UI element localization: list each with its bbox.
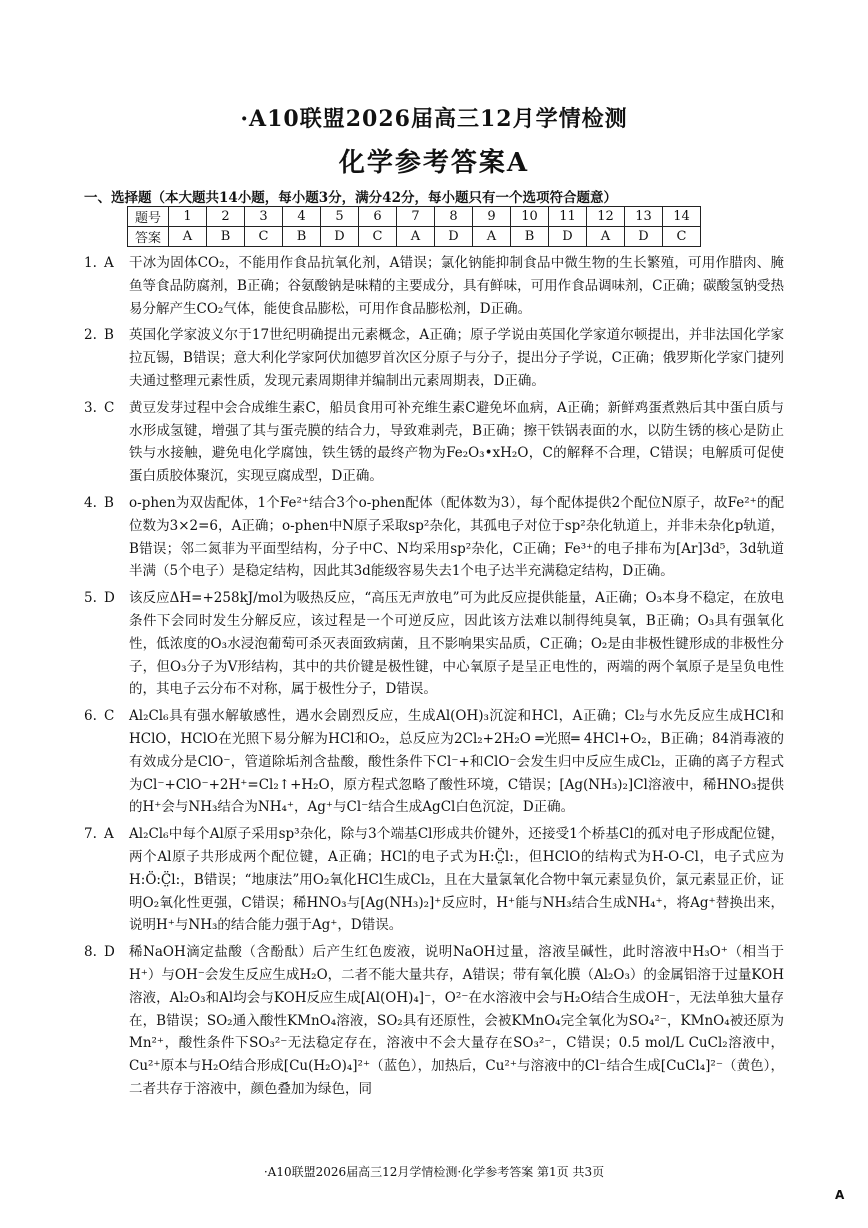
corner-mark: A	[835, 1188, 845, 1202]
table-cell: A	[587, 227, 625, 247]
item-answer: C	[104, 708, 115, 725]
item-number: 2.	[84, 327, 97, 344]
list-item	[84, 324, 784, 392]
table-cell: D	[435, 227, 473, 247]
item-text: 干冰为固体CO₂，不能用作食品抗氧化剂，A错误；氯化钠能抑制食品中微生物的生长繁殖，可用作腊肉、腌鱼等食品防腐剂，B正确；谷氨酸钠是味精的主要成分，具有鲜味，可用作食品调味剂，C正确；碳酸氢钠受热易分解产生CO₂气体，能使食品膨松，可用作食品膨松剂，D正确。	[129, 255, 784, 317]
item-answer: C	[104, 399, 115, 416]
answer-explanations	[84, 252, 784, 1105]
table-cell: 13	[625, 207, 663, 227]
table-cell: 7	[397, 207, 435, 227]
page-title: ·A10联盟2026届高三12月学情检测	[240, 106, 628, 132]
row-label-answer: 答案	[128, 227, 169, 247]
table-row-numbers	[128, 207, 701, 227]
item-answer: B	[104, 327, 114, 344]
table-cell: B	[283, 227, 321, 247]
item-text: 黄豆发芽过程中会合成维生素C，船员食用可补充维生素C避免坏血病，A正确；新鲜鸡蛋煮熟后其中蛋白质与水形成氢键，增强了其与蛋壳膜的结合力，导致难剥壳，B正确；擦干铁锅表面的水，以防生锈的核心是防止铁与水接触，避免电化学腐蚀，铁生锈的最终产物为Fe₂O₃•xH₂O，C的解释不合理，C错误；电解质可促使蛋白质胶体聚沉，实现豆腐成型，D正确。	[129, 399, 784, 485]
page-footer: ·A10联盟2026届高三12月学情检测·化学参考答案 第1页 共3页	[263, 1165, 605, 1179]
item-answer: A	[104, 255, 114, 271]
section-heading: 一、选择题（本大题共14小题，每小题3分，满分42分，每小题只有一个选项符合题意）	[84, 190, 617, 206]
item-number: 5.	[84, 590, 97, 607]
item-text: 英国化学家波义尔于17世纪明确提出元素概念，A正确；原子学说由英国化学家道尔顿提出，并非法国化学家拉瓦锡，B错误；意大利化学家阿伏加德罗首次区分原子与分子，提出分子学说，C正确；俄罗斯化学家门捷列夫通过整理元素性质，发现元素周期律并编制出元素周期表，D正确。	[129, 327, 784, 389]
table-cell: A	[473, 227, 511, 247]
table-cell: 12	[587, 207, 625, 227]
item-number: 1.	[84, 255, 97, 271]
table-cell: 11	[549, 207, 587, 227]
table-cell: 8	[435, 207, 473, 227]
page-subtitle: 化学参考答案A	[338, 148, 530, 178]
item-number: 6.	[84, 708, 97, 725]
list-item	[84, 252, 784, 320]
table-cell: C	[359, 227, 397, 247]
list-item	[84, 823, 784, 937]
item-answer: D	[104, 590, 115, 607]
list-item	[84, 492, 784, 583]
answer-table	[127, 206, 701, 247]
table-cell: 9	[473, 207, 511, 227]
row-label-number: 题号	[128, 207, 169, 227]
list-item	[84, 705, 784, 819]
table-cell: A	[397, 227, 435, 247]
table-cell: 10	[511, 207, 549, 227]
table-cell: 4	[283, 207, 321, 227]
item-answer: B	[104, 494, 114, 511]
table-cell: D	[625, 227, 663, 247]
item-text: Al₂Cl₆中每个Al原子采用sp³杂化，除与3个端基Cl形成共价键外，还接受1个桥基Cl的孤对电子形成配位键，两个Al原子共形成两个配位键，A正确；HCl的电子式为H:C̤̈l:，但HClO的结构式为H-O-Cl，电子式应为H:Ö:C̤̈l:，B错误；“地康法”用O₂氧化HCl生成Cl₂，且在大量氯氧化合物中氧元素显负价，氯元素显正价，证明O₂氧化性更强，C错误；稀HNO₃与[Ag(NH₃)₂]⁺反应时，H⁺能与NH₃结合生成NH₄⁺，将Ag⁺替换出来，说明H⁺与NH₃的结合能力强于Ag⁺，D错误。	[129, 826, 784, 934]
item-answer: D	[104, 944, 115, 961]
table-cell: C	[245, 227, 283, 247]
table-cell: 2	[207, 207, 245, 227]
table-cell: A	[169, 227, 207, 247]
table-cell: B	[207, 227, 245, 247]
table-cell: 14	[663, 207, 701, 227]
table-cell: D	[549, 227, 587, 247]
table-cell: C	[663, 227, 701, 247]
item-text: o-phen为双齿配体，1个Fe²⁺结合3个o-phen配体（配体数为3），每个配体提供2个配位N原子，故Fe²⁺的配位数为3×2=6，A正确；o-phen中N原子采取sp²杂化，其孤电子对位于sp²杂化轨道上，并非未杂化p轨道，B错误；邻二氮菲为平面型结构，分子中C、N均采用sp²杂化，C正确；Fe³⁺的电子排布为[Ar]3d⁵，3d轨道半满（5个电子）是稳定结构，因此其3d能级容易失去1个电子达半充满稳定结构，D正确。	[129, 494, 784, 580]
item-number: 4.	[84, 494, 97, 511]
item-text: 稀NaOH滴定盐酸（含酚酞）后产生红色废液，说明NaOH过量，溶液呈碱性，此时溶液中H₃O⁺（相当于H⁺）与OH⁻会发生反应生成H₂O，二者不能大量共存，A错误；带有氧化膜（Al₂O₃）的金属铝溶于过量KOH溶液，Al₂O₃和Al均会与KOH反应生成[Al(OH)₄]⁻，O²⁻在水溶液中会与H₂O结合生成OH⁻，无法单独大量存在，B错误；SO₂通入酸性KMnO₄溶液，SO₂具有还原性，会被KMnO₄完全氧化为SO₄²⁻，KMnO₄被还原为Mn²⁺，酸性条件下SO₃²⁻无法稳定存在，溶液中不会大量存在SO₃²⁻，C错误；0.5 mol/L CuCl₂溶液中，Cu²⁺原本与H₂O结合形成[Cu(H₂O)₄]²⁺（蓝色），加热后，Cu²⁺与溶液中的Cl⁻结合生成[CuCl₄]²⁻（黄色），二者共存于溶液中，颜色叠加为绿色，同	[129, 944, 784, 1097]
table-cell: 5	[321, 207, 359, 227]
table-cell: B	[511, 227, 549, 247]
table-cell: 1	[169, 207, 207, 227]
item-number: 3.	[84, 399, 97, 416]
list-item	[84, 397, 784, 488]
table-cell: D	[321, 227, 359, 247]
table-cell: 6	[359, 207, 397, 227]
item-text: 该反应ΔH=+258kJ/mol为吸热反应，“高压无声放电”可为此反应提供能量，A正确；O₃本身不稳定，在放电条件下会同时发生分解反应，该过程是一个可逆反应，因此该方法难以制得纯臭氧，B正确；O₃具有强氧化性，低浓度的O₃水浸泡葡萄可杀灭表面致病菌，且不影响果实品质，C正确；O₂是由非极性键形成的非极性分子，但O₃分子为V形结构，其中的共价键是极性键，中心氧原子是呈正电性的，两端的两个氧原子是呈负电性的，其电子云分布不对称，属于极性分子，D错误。	[129, 590, 784, 698]
list-item	[84, 941, 784, 1101]
item-text: Al₂Cl₆具有强水解敏感性，遇水会剧烈反应，生成Al(OH)₃沉淀和HCl，A正确；Cl₂与水先反应生成HCl和HClO，HClO在光照下易分解为HCl和O₂，总反应为2Cl₂+2H₂O ═光照═ 4HCl+O₂，B正确；84消毒液的有效成分是ClO⁻，管道除垢剂含盐酸，酸性条件下Cl⁻+和ClO⁻会发生归中反应生成Cl₂，正确的离子方程式为Cl⁻+ClO⁻+2H⁺=Cl₂↑+H₂O，原方程式忽略了酸性环境，C错误；[Ag(NH₃)₂]Cl溶液中，稀HNO₃提供的H⁺会与NH₃结合为NH₄⁺，Ag⁺与Cl⁻结合生成AgCl白色沉淀，D正确。	[129, 708, 784, 816]
item-number: 7.	[84, 826, 97, 843]
item-number: 8.	[84, 944, 97, 961]
item-answer: A	[104, 826, 114, 843]
table-row-answers	[128, 227, 701, 247]
list-item	[84, 587, 784, 701]
table-cell: 3	[245, 207, 283, 227]
